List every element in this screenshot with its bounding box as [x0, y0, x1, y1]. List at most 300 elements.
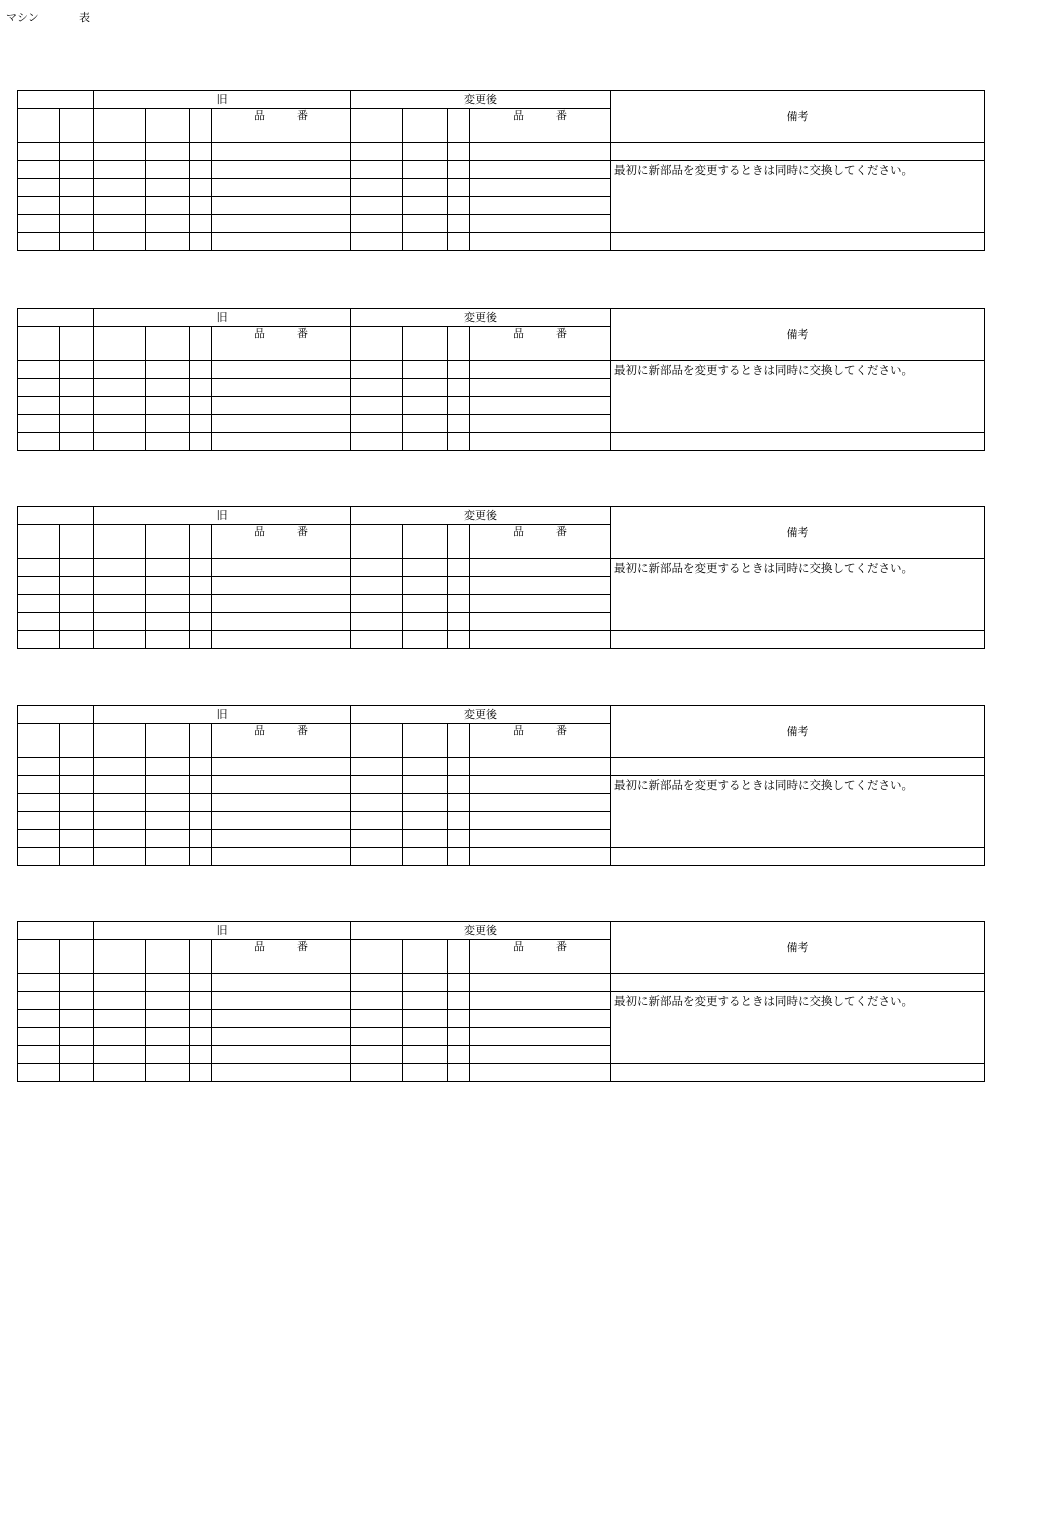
table-cell — [448, 776, 470, 794]
table-cell — [146, 940, 190, 974]
table-cell — [403, 161, 448, 179]
table-cell — [18, 215, 60, 233]
table-cell — [60, 974, 94, 992]
table-cell — [351, 577, 403, 595]
table-cell — [212, 776, 351, 794]
table-cell — [18, 794, 60, 812]
table-cell — [212, 161, 351, 179]
table-cell — [448, 379, 470, 397]
table-cell — [403, 559, 448, 577]
table-cell — [60, 1010, 94, 1028]
parts-table-block-5 — [17, 921, 984, 1082]
table-cell — [18, 595, 60, 613]
table-cell — [403, 940, 448, 974]
table-cell — [60, 613, 94, 631]
old-header: 旧 — [94, 922, 351, 940]
table-cell — [448, 1028, 470, 1046]
table-cell — [470, 233, 611, 251]
table-cell — [403, 776, 448, 794]
table-cell — [351, 327, 403, 361]
table-cell — [94, 559, 146, 577]
table-cell — [212, 397, 351, 415]
table-cell — [212, 631, 351, 649]
after-header: 変更後 — [351, 507, 611, 525]
table-cell — [212, 143, 351, 161]
table-cell — [190, 215, 212, 233]
table-cell — [94, 215, 146, 233]
table-cell — [18, 613, 60, 631]
remarks-note: 最初に新部品を変更するときは同時に交換してください。 — [611, 776, 985, 848]
table-cell — [18, 361, 60, 379]
parts-table-block-3 — [17, 506, 984, 649]
table-cell — [18, 143, 60, 161]
table-cell — [470, 595, 611, 613]
table-cell — [94, 179, 146, 197]
table-cell — [18, 724, 60, 758]
table-cell — [448, 161, 470, 179]
table-cell — [146, 233, 190, 251]
table-row — [18, 848, 985, 866]
remarks-header: 備考 — [611, 309, 985, 361]
table-cell — [60, 794, 94, 812]
parts-table-block-4 — [17, 705, 984, 866]
table-cell — [448, 233, 470, 251]
table-cell — [60, 776, 94, 794]
table-cell — [212, 361, 351, 379]
table-cell — [18, 830, 60, 848]
parts-table — [17, 506, 985, 649]
table-cell — [60, 577, 94, 595]
table-cell — [60, 724, 94, 758]
table-cell — [190, 631, 212, 649]
table-cell — [94, 595, 146, 613]
table-cell — [470, 758, 611, 776]
table-cell — [190, 361, 212, 379]
table-cell — [448, 595, 470, 613]
table-cell — [60, 379, 94, 397]
table-cell — [351, 992, 403, 1010]
header-blank — [18, 91, 94, 109]
parts-table — [17, 90, 985, 251]
table-cell — [470, 143, 611, 161]
table-cell — [448, 1046, 470, 1064]
parts-table-block-2 — [17, 308, 984, 451]
table-cell — [212, 794, 351, 812]
parts-table-block-1 — [17, 90, 984, 251]
old-header: 旧 — [94, 706, 351, 724]
remarks-cell — [611, 233, 985, 251]
table-cell — [60, 758, 94, 776]
table-cell — [18, 974, 60, 992]
table-cell — [190, 724, 212, 758]
table-cell — [470, 794, 611, 812]
table-cell — [448, 143, 470, 161]
table-cell — [470, 613, 611, 631]
table-cell — [60, 848, 94, 866]
table-cell — [403, 197, 448, 215]
table-cell — [146, 830, 190, 848]
new-part-number-header: 品 番 — [470, 724, 611, 758]
parts-table — [17, 921, 985, 1082]
remarks-note: 最初に新部品を変更するときは同時に交換してください。 — [611, 361, 985, 433]
old-part-number-header: 品 番 — [212, 940, 351, 974]
table-cell — [448, 525, 470, 559]
table-cell — [146, 794, 190, 812]
table-cell — [403, 143, 448, 161]
table-cell — [212, 992, 351, 1010]
table-cell — [146, 143, 190, 161]
table-cell — [448, 848, 470, 866]
table-cell — [60, 327, 94, 361]
table-cell — [212, 1028, 351, 1046]
table-row — [18, 433, 985, 451]
table-cell — [94, 812, 146, 830]
table-cell — [60, 233, 94, 251]
table-cell — [448, 197, 470, 215]
table-cell — [212, 197, 351, 215]
table-cell — [448, 724, 470, 758]
table-cell — [146, 1010, 190, 1028]
table-row — [18, 143, 985, 161]
table-cell — [94, 974, 146, 992]
table-cell — [146, 415, 190, 433]
table-cell — [351, 812, 403, 830]
table-cell — [448, 974, 470, 992]
table-cell — [403, 179, 448, 197]
table-label: 表 — [79, 11, 90, 24]
table-cell — [448, 215, 470, 233]
table-cell — [403, 1064, 448, 1082]
table-cell — [60, 559, 94, 577]
table-cell — [351, 559, 403, 577]
table-cell — [94, 233, 146, 251]
table-cell — [190, 233, 212, 251]
table-cell — [470, 974, 611, 992]
table-cell — [470, 433, 611, 451]
table-cell — [190, 758, 212, 776]
machine-label: マシン — [6, 11, 39, 24]
header-blank — [18, 309, 94, 327]
table-cell — [351, 595, 403, 613]
table-cell — [448, 433, 470, 451]
table-cell — [60, 830, 94, 848]
table-cell — [146, 776, 190, 794]
table-cell — [190, 161, 212, 179]
table-cell — [351, 197, 403, 215]
table-cell — [351, 143, 403, 161]
table-cell — [470, 215, 611, 233]
table-cell — [470, 848, 611, 866]
table-cell — [60, 361, 94, 379]
table-cell — [94, 161, 146, 179]
table-cell — [18, 415, 60, 433]
table-cell — [190, 1028, 212, 1046]
table-cell — [190, 992, 212, 1010]
table-cell — [190, 179, 212, 197]
table-cell — [60, 197, 94, 215]
table-cell — [448, 794, 470, 812]
table-cell — [190, 433, 212, 451]
table-cell — [351, 1010, 403, 1028]
table-cell — [470, 776, 611, 794]
table-cell — [212, 848, 351, 866]
table-cell — [351, 974, 403, 992]
table-cell — [470, 559, 611, 577]
table-cell — [146, 397, 190, 415]
header-blank — [18, 922, 94, 940]
table-cell — [190, 577, 212, 595]
table-cell — [146, 1064, 190, 1082]
table-cell — [18, 940, 60, 974]
table-cell — [190, 794, 212, 812]
table-cell — [94, 1028, 146, 1046]
table-cell — [60, 595, 94, 613]
table-cell — [60, 109, 94, 143]
remarks-header: 備考 — [611, 706, 985, 758]
table-cell — [146, 179, 190, 197]
table-cell — [351, 1028, 403, 1046]
table-cell — [351, 1064, 403, 1082]
table-cell — [94, 724, 146, 758]
table-cell — [94, 940, 146, 974]
remarks-cell — [611, 1064, 985, 1082]
table-cell — [403, 848, 448, 866]
table-cell — [146, 433, 190, 451]
table-cell — [60, 215, 94, 233]
table-row — [18, 559, 985, 577]
table-cell — [470, 179, 611, 197]
table-cell — [18, 197, 60, 215]
table-cell — [212, 613, 351, 631]
table-cell — [146, 577, 190, 595]
table-cell — [60, 812, 94, 830]
table-cell — [351, 525, 403, 559]
table-cell — [351, 724, 403, 758]
table-cell — [351, 379, 403, 397]
table-cell — [190, 974, 212, 992]
table-cell — [146, 724, 190, 758]
table-cell — [448, 1064, 470, 1082]
table-cell — [448, 577, 470, 595]
table-row — [18, 992, 985, 1010]
table-cell — [403, 595, 448, 613]
table-cell — [351, 109, 403, 143]
table-cell — [60, 631, 94, 649]
table-cell — [448, 179, 470, 197]
table-cell — [403, 215, 448, 233]
table-cell — [470, 361, 611, 379]
table-cell — [470, 577, 611, 595]
table-cell — [94, 397, 146, 415]
table-row — [18, 233, 985, 251]
table-cell — [470, 1028, 611, 1046]
new-part-number-header: 品 番 — [470, 940, 611, 974]
table-cell — [94, 992, 146, 1010]
table-cell — [470, 992, 611, 1010]
after-header: 変更後 — [351, 91, 611, 109]
remarks-header: 備考 — [611, 922, 985, 974]
table-cell — [94, 758, 146, 776]
table-cell — [146, 974, 190, 992]
table-cell — [146, 215, 190, 233]
table-cell — [94, 613, 146, 631]
table-cell — [94, 1064, 146, 1082]
table-cell — [448, 812, 470, 830]
table-cell — [94, 631, 146, 649]
table-cell — [60, 992, 94, 1010]
table-cell — [94, 848, 146, 866]
table-cell — [448, 109, 470, 143]
table-row — [18, 361, 985, 379]
table-cell — [94, 1010, 146, 1028]
table-cell — [146, 613, 190, 631]
table-cell — [146, 595, 190, 613]
table-cell — [448, 613, 470, 631]
table-cell — [448, 758, 470, 776]
table-cell — [470, 1010, 611, 1028]
table-cell — [18, 1064, 60, 1082]
table-cell — [190, 830, 212, 848]
table-cell — [351, 758, 403, 776]
table-cell — [351, 1046, 403, 1064]
table-cell — [60, 179, 94, 197]
table-cell — [190, 1010, 212, 1028]
parts-table — [17, 705, 985, 866]
table-cell — [403, 379, 448, 397]
table-cell — [403, 1028, 448, 1046]
table-cell — [94, 525, 146, 559]
table-cell — [146, 525, 190, 559]
table-cell — [470, 1046, 611, 1064]
table-cell — [60, 940, 94, 974]
table-cell — [94, 109, 146, 143]
table-cell — [60, 161, 94, 179]
remarks-cell — [611, 143, 985, 161]
table-cell — [351, 940, 403, 974]
old-part-number-header: 品 番 — [212, 724, 351, 758]
table-cell — [94, 1046, 146, 1064]
table-cell — [18, 776, 60, 794]
old-header: 旧 — [94, 507, 351, 525]
remarks-header: 備考 — [611, 507, 985, 559]
table-cell — [351, 179, 403, 197]
table-cell — [403, 577, 448, 595]
table-cell — [212, 415, 351, 433]
remarks-note: 最初に新部品を変更するときは同時に交換してください。 — [611, 161, 985, 233]
table-cell — [403, 397, 448, 415]
table-cell — [403, 812, 448, 830]
table-cell — [448, 559, 470, 577]
table-cell — [212, 559, 351, 577]
table-cell — [60, 415, 94, 433]
table-cell — [448, 830, 470, 848]
remarks-cell — [611, 758, 985, 776]
table-cell — [18, 233, 60, 251]
table-cell — [190, 1046, 212, 1064]
table-cell — [470, 197, 611, 215]
table-cell — [212, 1010, 351, 1028]
table-cell — [18, 525, 60, 559]
table-cell — [403, 724, 448, 758]
table-cell — [190, 613, 212, 631]
table-cell — [18, 631, 60, 649]
after-header: 変更後 — [351, 706, 611, 724]
table-cell — [60, 397, 94, 415]
table-cell — [212, 830, 351, 848]
parts-table — [17, 308, 985, 451]
table-cell — [403, 613, 448, 631]
table-cell — [212, 1046, 351, 1064]
table-cell — [60, 1046, 94, 1064]
new-part-number-header: 品 番 — [470, 327, 611, 361]
old-header: 旧 — [94, 309, 351, 327]
table-cell — [351, 361, 403, 379]
header-blank — [18, 706, 94, 724]
after-header: 変更後 — [351, 309, 611, 327]
table-cell — [94, 794, 146, 812]
table-cell — [18, 397, 60, 415]
table-cell — [470, 631, 611, 649]
table-cell — [18, 1046, 60, 1064]
table-cell — [448, 327, 470, 361]
table-cell — [403, 974, 448, 992]
table-cell — [146, 1046, 190, 1064]
table-cell — [470, 1064, 611, 1082]
after-header: 変更後 — [351, 922, 611, 940]
table-cell — [470, 161, 611, 179]
table-cell — [403, 433, 448, 451]
table-cell — [403, 631, 448, 649]
remarks-note: 最初に新部品を変更するときは同時に交換してください。 — [611, 992, 985, 1064]
table-cell — [403, 794, 448, 812]
table-cell — [94, 776, 146, 794]
table-cell — [190, 379, 212, 397]
table-cell — [18, 327, 60, 361]
table-cell — [190, 776, 212, 794]
table-cell — [18, 577, 60, 595]
table-cell — [94, 143, 146, 161]
table-cell — [448, 631, 470, 649]
table-cell — [146, 812, 190, 830]
table-cell — [146, 379, 190, 397]
table-cell — [190, 327, 212, 361]
table-cell — [212, 595, 351, 613]
table-cell — [60, 433, 94, 451]
table-cell — [18, 179, 60, 197]
table-cell — [190, 595, 212, 613]
table-cell — [94, 830, 146, 848]
table-cell — [146, 197, 190, 215]
table-cell — [146, 327, 190, 361]
table-cell — [18, 758, 60, 776]
table-cell — [60, 1064, 94, 1082]
table-cell — [18, 433, 60, 451]
table-cell — [60, 143, 94, 161]
table-cell — [212, 974, 351, 992]
table-cell — [94, 577, 146, 595]
table-cell — [60, 525, 94, 559]
table-cell — [351, 415, 403, 433]
table-cell — [470, 397, 611, 415]
table-cell — [448, 397, 470, 415]
table-cell — [146, 361, 190, 379]
table-cell — [146, 848, 190, 866]
table-cell — [448, 361, 470, 379]
table-cell — [403, 525, 448, 559]
table-cell — [190, 109, 212, 143]
table-cell — [94, 327, 146, 361]
table-cell — [18, 992, 60, 1010]
